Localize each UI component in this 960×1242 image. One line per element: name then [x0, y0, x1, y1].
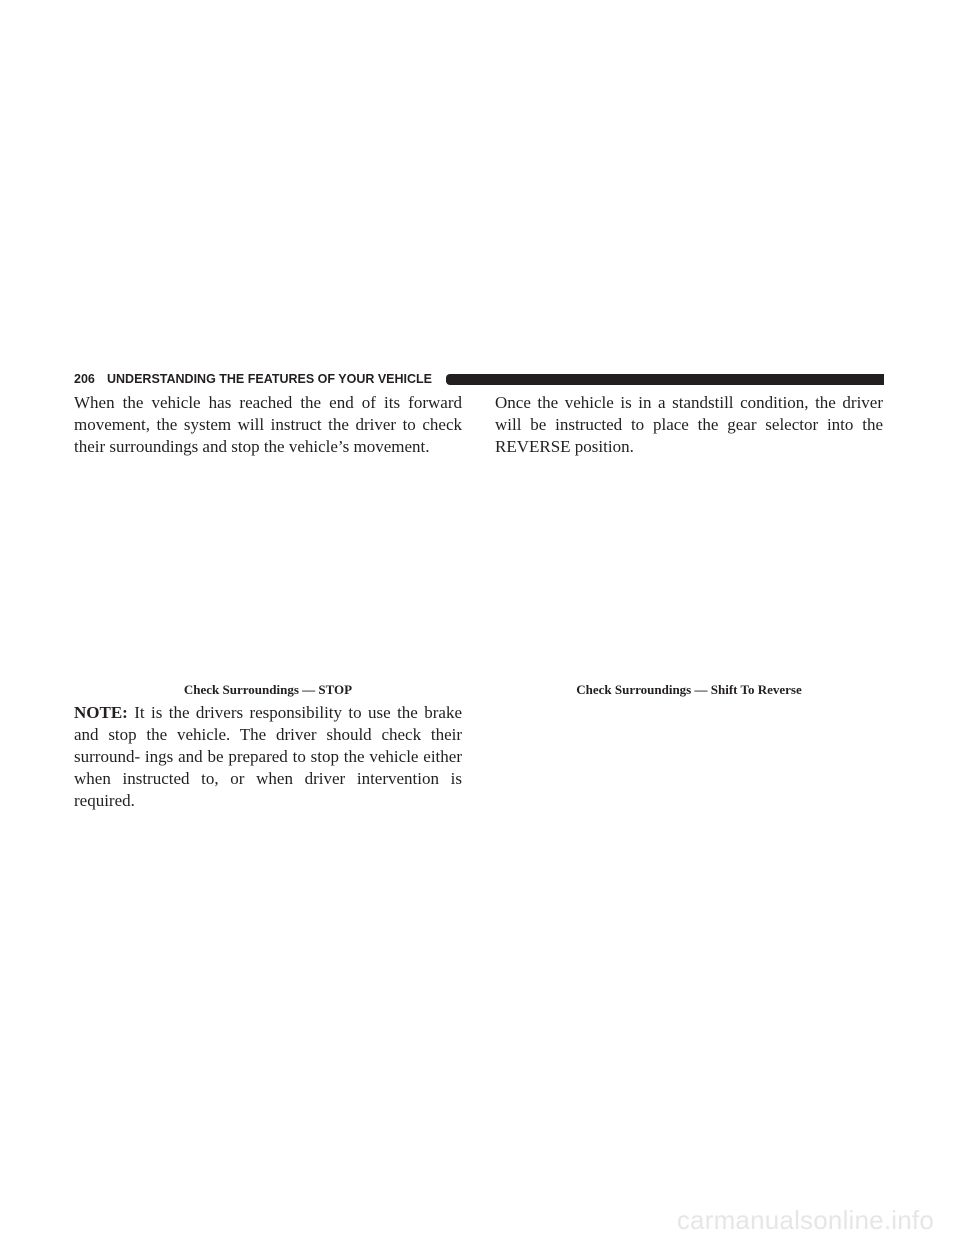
figure-caption-shift-to-reverse: Check Surroundings — Shift To Reverse: [576, 682, 802, 697]
right-paragraph-1: Once the vehicle is in a standstill condition, the driver will be instructed to place the gear selector into the REVERSE position.: [495, 393, 883, 456]
page-number: 206: [74, 372, 95, 386]
note-label: NOTE:: [74, 703, 128, 722]
section-title: UNDERSTANDING THE FEATURES OF YOUR VEHICLE: [107, 372, 433, 386]
left-paragraph-1: When the vehicle has reached the end of its forward movement, the system will instruct the driver to check their surroundings and stop the vehicle’s movement.: [74, 393, 462, 456]
header-rule: [446, 374, 884, 385]
left-column-intro: [74, 392, 462, 458]
watermark-text: carmanualsonline.info: [676, 1205, 934, 1235]
figure-caption-stop: Check Surroundings — STOP: [183, 682, 353, 697]
note-block: [74, 702, 462, 812]
right-column-intro: [495, 392, 883, 458]
page-header: [74, 372, 884, 386]
note-paragraph: [74, 702, 462, 812]
note-text: It is the drivers responsibility to use the brake and stop the vehicle. The driver should check their surround- ings and be prepared to stop the vehicle either when instructed to, or when driver intervention is required.: [74, 703, 462, 810]
